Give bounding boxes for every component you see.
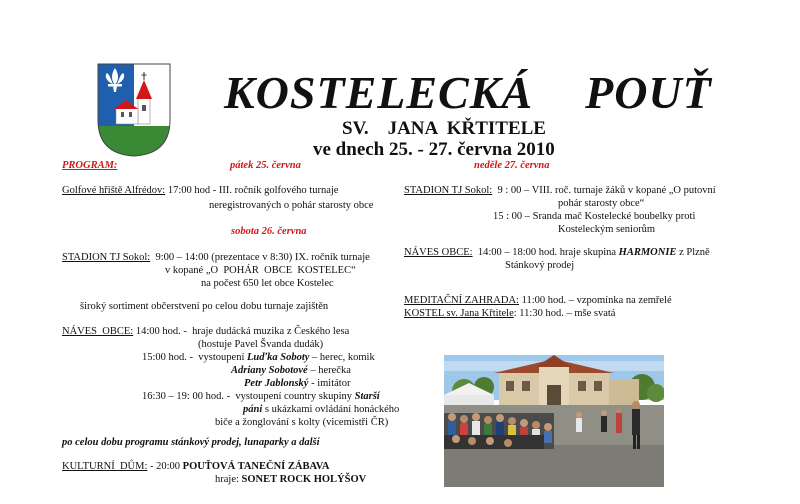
r-naves-l1-a: 14:00 – 18:00 hod. hraje skupina xyxy=(472,247,619,258)
kd-text-1a: - 20:00 xyxy=(147,461,183,472)
r-stadion-line-3: 15 : 00 – Sranda mač Kostelecké boubelky proti xyxy=(493,211,696,222)
r-naves-line-2: Stánkový prodej xyxy=(505,260,575,271)
garden-text: 11:00 hod. – vzpomínka na zemřelé xyxy=(518,295,672,306)
naves-line-8: biče a žonglování s kolty (vicemistři ČR) xyxy=(215,417,389,428)
r-naves-l1-b: HARMONIE xyxy=(618,247,677,258)
garden-line xyxy=(404,294,672,307)
sunday-label: neděle 27. června xyxy=(474,160,550,171)
naves-line-6 xyxy=(142,390,380,403)
r-naves-l1-c: z Plzně xyxy=(676,247,710,258)
kd-line-1 xyxy=(62,460,330,473)
program-label: PROGRAM: xyxy=(62,160,118,171)
naves-line-1 xyxy=(62,325,349,338)
church-line xyxy=(404,307,615,320)
refreshment-note: široký sortiment občerstvení po celou dobu turnaje zajištěn xyxy=(80,301,329,312)
r-stadion-line-2: pohár starosty obce“ xyxy=(558,198,645,209)
kd-text-1b: POUŤOVÁ TANEČNÍ ZÁBAVA xyxy=(182,461,330,472)
r-naves-line-1 xyxy=(404,246,710,259)
title-part-2: POUŤ xyxy=(585,67,712,118)
stand-note: po celou dobu programu stánkový prodej, lunaparky a další xyxy=(62,437,320,448)
title-part-1: KOSTELECKÁ xyxy=(224,67,534,118)
naves-l3-a: 15:00 hod. - vystoupení xyxy=(142,352,247,363)
r-stadion-text-1: 9 : 00 – VIII. roč. turnaje žáků v kopané „O putovní xyxy=(492,185,716,196)
event-photo xyxy=(444,355,664,487)
kd-line-2 xyxy=(215,473,366,486)
naves-l5-b: - imitátor xyxy=(308,378,351,389)
naves-line-7 xyxy=(243,403,399,416)
naves-l3-c: – herec, komik xyxy=(309,352,375,363)
r-stadion-venue: STADION TJ Sokol: xyxy=(404,185,493,196)
subtitle-saint: SV. JANA KŘTITELE xyxy=(342,118,546,139)
golf-line-2: neregistrovaných o pohár starosty obce xyxy=(209,200,374,211)
kd-text-2b: SONET ROCK HOLÝŠOV xyxy=(241,474,367,485)
naves-l7-a: páni xyxy=(243,404,263,415)
golf-text-1: 17:00 hod - III. ročník golfového turnaje xyxy=(165,185,339,196)
naves-venue: NÁVES OBCE: xyxy=(62,326,134,337)
garden-venue: MEDITAČNÍ ZAHRADA: xyxy=(404,295,519,306)
naves-line-2: (hostuje Pavel Švanda dudák) xyxy=(198,339,324,350)
r-naves-venue: NÁVES OBCE: xyxy=(404,247,473,258)
stadion-line-3: na počest 650 let obce Kostelec xyxy=(201,278,334,289)
stadion-line-2: v kopané „O POHÁR OBCE KOSTELEC“ xyxy=(165,265,356,276)
golf-line-1 xyxy=(62,184,338,197)
saturday-label: sobota 26. června xyxy=(231,226,307,237)
naves-l6-a: 16:30 – 19: 00 hod. - vystoupení country skupiny xyxy=(142,391,355,402)
naves-l4-b: – herečka xyxy=(307,365,351,376)
stadion-text-1: 9:00 – 14:00 (prezentace v 8:30) IX. ročník turnaje xyxy=(150,252,370,263)
naves-l7-b: s ukázkami ovládání honáckého xyxy=(262,404,400,415)
page-title xyxy=(224,66,712,119)
r-stadion-line-1 xyxy=(404,184,716,197)
stadion-venue: STADION TJ Sokol: xyxy=(62,252,151,263)
naves-l4-a: Adriany Sobotové xyxy=(231,365,308,376)
naves-l3-b: Luďka Soboty xyxy=(247,352,310,363)
friday-label: pátek 25. června xyxy=(230,160,301,171)
church-venue: KOSTEL sv. Jana Křtitele xyxy=(404,308,514,319)
naves-text-1: 14:00 hod. - hraje dudácká muzika z Českého lesa xyxy=(133,326,350,337)
church-text: : 11:30 hod. – mše svatá xyxy=(513,308,616,319)
naves-l6-b: Starší xyxy=(354,391,380,402)
naves-line-4 xyxy=(231,364,351,377)
naves-l5-a: Petr Jablonský xyxy=(244,378,309,389)
coat-of-arms-logo xyxy=(96,62,172,158)
kd-text-2a: hraje: xyxy=(215,474,242,485)
kd-venue: KULTURNÍ DŮM: xyxy=(62,461,148,472)
r-stadion-line-4: Kosteleckým seniorům xyxy=(558,224,656,235)
naves-line-5 xyxy=(244,377,350,390)
subtitle-dates: ve dnech 25. - 27. června 2010 xyxy=(313,139,555,160)
stadion-line-1 xyxy=(62,251,370,264)
naves-line-3 xyxy=(142,351,375,364)
golf-venue: Golfové hřiště Alfrédov: xyxy=(62,185,166,196)
